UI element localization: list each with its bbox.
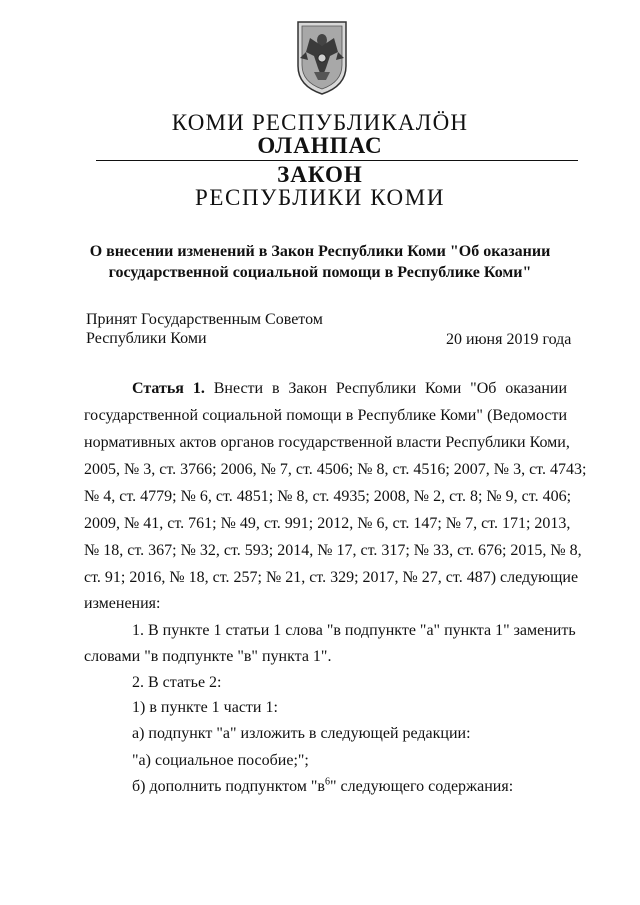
item-2-sub-b <box>132 777 513 797</box>
article-1-first-text: Внести в Закон Республики Коми "Об оказании <box>213 380 568 397</box>
article-last-line: изменения: <box>84 595 161 612</box>
law-title-line-1: О внесении изменений в Закон Республики Коми "Об оказании <box>89 243 551 260</box>
adoption-date: 20 июня 2019 года <box>446 331 572 348</box>
law-title-line-2: государственной социальной помощи в Республике Коми" <box>108 264 532 281</box>
adopted-by-line-1: Принят Государственным Советом <box>86 311 323 328</box>
article-line: 2009, № 41, ст. 761; № 49, ст. 991; 2012, № 6, ст. 147; № 7, ст. 171; 2013, <box>84 515 571 532</box>
header-line-olanpas: ОЛАНПАС <box>257 133 383 158</box>
superscript-6: 6 <box>324 776 330 788</box>
item-2-sub-a-text: "а) социальное пособие;"; <box>132 752 309 769</box>
article-line: государственной социальной помощи в Республике Коми" (Ведомости <box>84 407 567 424</box>
item-1-line-1: 1. В пункте 1 статьи 1 слова "в подпункте "а" пункта 1" заменить <box>132 622 576 639</box>
header-line-zakon: ЗАКОН <box>277 162 363 187</box>
coat-of-arms-emblem <box>292 16 352 96</box>
article-1-first-line <box>132 380 567 398</box>
article-1-label: Статья 1. <box>132 380 205 397</box>
header-line-komi: КОМИ РЕСПУБЛИКАЛÖН <box>171 110 469 135</box>
header-line-republic: РЕСПУБЛИКИ КОМИ <box>194 185 446 210</box>
item-1-line-2: словами "в подпункте "в" пункта 1". <box>84 648 332 665</box>
article-line: ст. 91; 2016, № 18, ст. 257; № 21, ст. 329; 2017, № 27, ст. 487) следующие <box>84 569 579 586</box>
header-divider <box>96 160 578 161</box>
article-line: нормативных актов органов государственной власти Республики Коми, <box>84 434 570 451</box>
item-2-sub-b-text: б) дополнить подпунктом "в <box>132 778 325 795</box>
adopted-by-line-2: Республики Коми <box>86 330 207 347</box>
item-2-sub-b-text-end: " следующего содержания: <box>329 778 514 795</box>
article-line: № 18, ст. 367; № 32, ст. 593; 2014, № 17, ст. 317; № 33, ст. 676; 2015, № 8, <box>84 542 582 559</box>
article-line: № 4, ст. 4779; № 6, ст. 4851; № 8, ст. 4935; 2008, № 2, ст. 8; № 9, ст. 406; <box>84 488 572 505</box>
article-line: 2005, № 3, ст. 3766; 2006, № 7, ст. 4506; № 8, ст. 4516; 2007, № 3, ст. 4743; <box>84 461 587 478</box>
item-2: 2. В статье 2: <box>132 674 222 691</box>
item-2-sub-1: 1) в пункте 1 части 1: <box>132 699 278 716</box>
item-2-sub-a: а) подпункт "а" изложить в следующей редакции: <box>132 725 471 742</box>
